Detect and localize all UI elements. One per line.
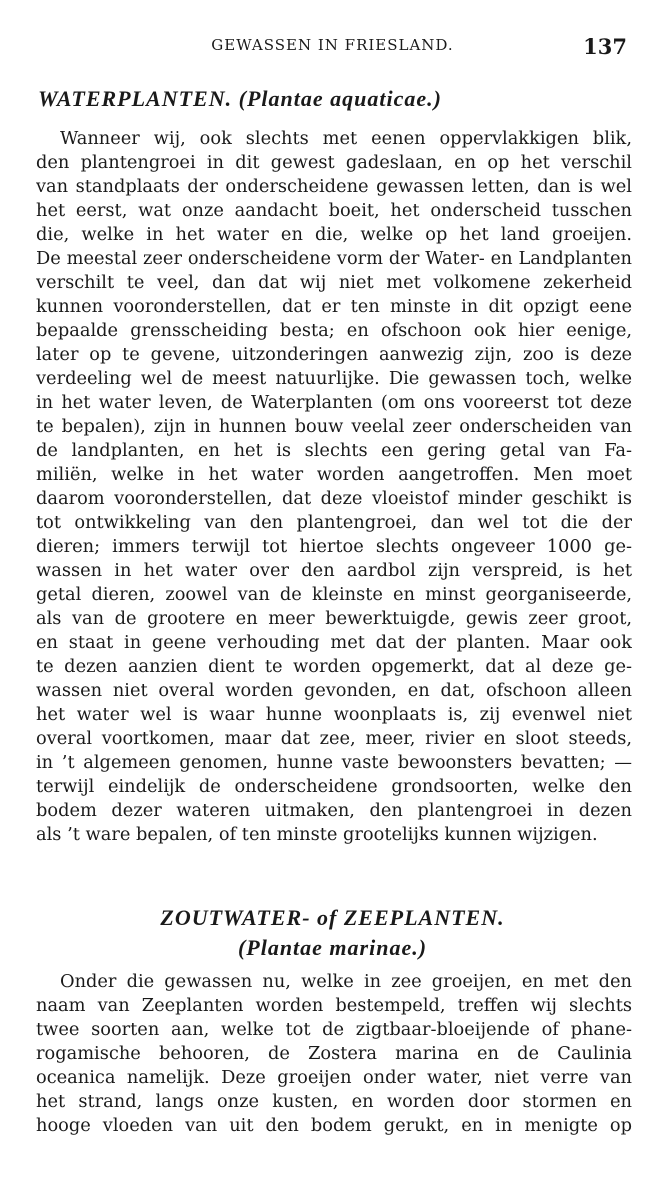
text-line: bepaalde grensscheiding besta; en ofschoon ook hier eenige,	[36, 320, 632, 341]
text-line: te dezen aanzien dient te worden opgemerkt, dat al deze ge-	[36, 656, 632, 677]
text-line: oceanica namelijk. Deze groeijen onder water, niet verre van	[36, 1067, 632, 1088]
text-line: De meestal zeer onderscheidene vorm der Water- en Landplanten	[36, 248, 632, 269]
text-line: miliën, welke in het water worden aangetroffen. Men moet	[36, 464, 632, 485]
section-subheading-plantae-marinae: (Plantae marinae.)	[237, 935, 428, 960]
text-line: de landplanten, en het is slechts een gering getal van Fa-	[36, 440, 632, 461]
text-line: overal voortkomen, maar dat zee, meer, rivier en sloot steeds,	[36, 728, 632, 749]
page-number: 137	[583, 34, 627, 59]
text-line: tot ontwikkeling van den plantengroei, dan wel tot die der	[36, 512, 632, 533]
section-heading-zeeplanten: ZOUTWATER- of ZEEPLANTEN.	[160, 905, 505, 930]
text-line: hooge vloeden van uit den bodem gerukt, en in menigte op	[36, 1115, 632, 1136]
text-line: den plantengroei in dit gewest gadeslaan, en op het verschil	[36, 152, 632, 173]
text-line: Onder die gewassen nu, welke in zee groeijen, en met den	[60, 971, 632, 992]
text-line: het strand, langs onze kusten, en worden door stormen en	[36, 1091, 632, 1112]
text-line: en staat in geene verhouding met dat der planten. Maar ook	[36, 632, 632, 653]
text-line: van standplaats der onderscheidene gewassen letten, dan is wel	[36, 176, 632, 197]
text-line: rogamische behooren, de Zostera marina en de Caulinia	[36, 1043, 632, 1064]
text-line: die, welke in het water en die, welke op het land groeijen.	[36, 224, 632, 245]
text-line: terwijl eindelijk de onderscheidene grondsoorten, welke den	[36, 776, 632, 797]
running-head: GEWASSEN IN FRIESLAND.	[211, 36, 454, 54]
text-line: het water wel is waar hunne woonplaats is, zij evenwel niet	[36, 704, 632, 725]
text-line: in ’t algemeen genomen, hunne vaste bewoonsters bevatten; —	[36, 752, 632, 773]
text-line: wassen in het water over den aardbol zijn verspreid, is het	[36, 560, 632, 581]
paragraph-zeeplanten	[36, 970, 632, 1138]
text-line: in het water leven, de Waterplanten (om ons vooreerst tot deze	[36, 392, 632, 413]
text-line: kunnen vooronderstellen, dat er ten minste in dit opzigt eene	[36, 296, 632, 317]
text-line: verschilt te veel, dan dat wij niet met volkomene zekerheid	[36, 272, 632, 293]
text-line: later op te gevene, uitzonderingen aanwezig zijn, zoo is deze	[36, 344, 632, 365]
text-line: twee soorten aan, welke tot de zigtbaar-bloeijende of phane-	[36, 1019, 632, 1040]
text-line: het eerst, wat onze aandacht boeit, het onderscheid tusschen	[36, 200, 632, 221]
text-line: als ’t ware bepalen, of ten minste grootelijks kunnen wijzigen.	[36, 824, 598, 845]
text-line: dieren; immers terwijl tot hiertoe slechts ongeveer 1000 ge-	[36, 536, 632, 557]
text-line: wassen niet overal worden gevonden, en dat, ofschoon alleen	[36, 680, 632, 701]
section-heading-waterplanten: WATERPLANTEN. (Plantae aquaticae.)	[38, 86, 442, 111]
text-line: getal dieren, zoowel van de kleinste en minst georganiseerde,	[36, 584, 632, 605]
paragraph-waterplanten	[36, 127, 632, 847]
text-line: bodem dezer wateren uitmaken, den plantengroei in dezen	[36, 800, 632, 821]
text-line: te bepalen), zijn in hunnen bouw veelal zeer onderscheiden van	[36, 416, 632, 437]
text-line: daarom vooronderstellen, dat deze vloeistof minder geschikt is	[36, 488, 632, 509]
text-line: naam van Zeeplanten worden bestempeld, treffen wij slechts	[36, 995, 632, 1016]
text-line: Wanneer wij, ook slechts met eenen oppervlakkigen blik,	[60, 128, 632, 149]
text-line: verdeeling wel de meest natuurlijke. Die gewassen toch, welke	[36, 368, 632, 389]
text-line: als van de grootere en meer bewerktuigde, gewis zeer groot,	[36, 608, 632, 629]
